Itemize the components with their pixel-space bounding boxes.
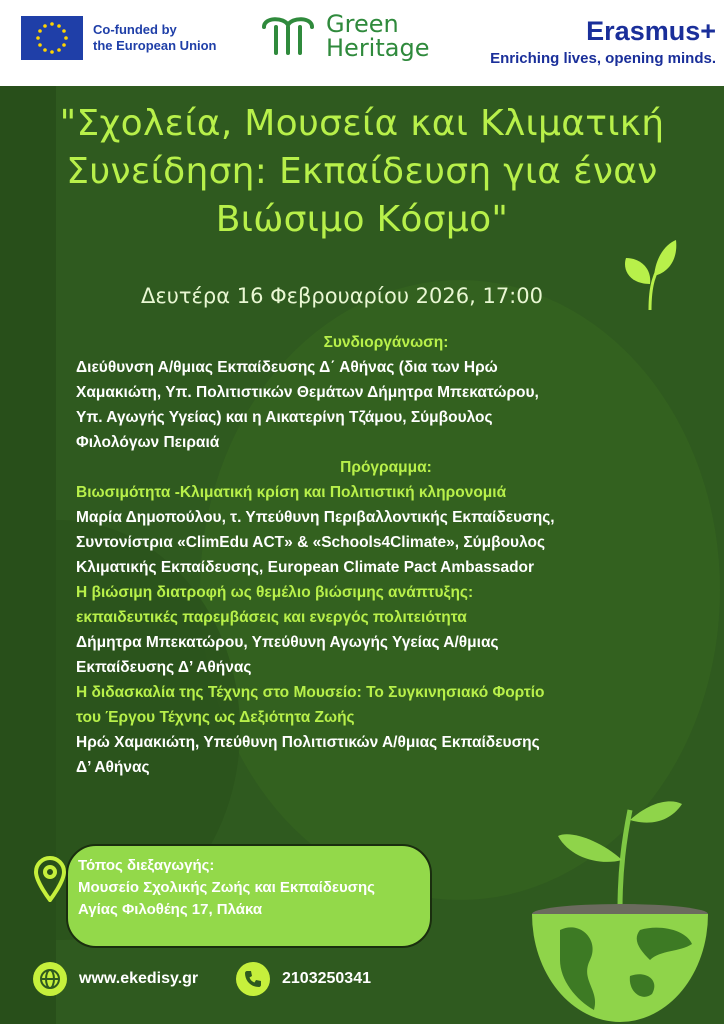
eu-logo: [21, 16, 217, 60]
venue-line1: Μουσείο Σχολικής Ζωής και Εκπαίδευσης: [78, 879, 375, 896]
green-heritage-line2: Heritage: [326, 34, 430, 62]
co-org-line: Φιλολόγων Πειραιά: [76, 434, 220, 451]
co-org-line: Υπ. Αγωγής Υγείας) και η Αικατερίνη Τζάμου, Σύμβουλος: [76, 409, 493, 426]
header-bar: [0, 0, 724, 86]
green-heritage-logo: [258, 12, 429, 60]
talk3-speaker-line: Ηρώ Χαμακιώτη, Υπεύθυνη Πολιτιστικών Α/θμιας Εκπαίδευσης: [76, 734, 540, 751]
venue-line2: Αγίας Φιλοθέης 17, Πλάκα: [78, 901, 263, 918]
eu-label-line1: Co-funded by: [93, 22, 177, 37]
talk3-title-line: Η διδασκαλία της Τέχνης στο Μουσείο: Το Συγκινησιακό Φορτίο: [76, 684, 545, 701]
co-org-line: Χαμακιώτη, Υπ. Πολιτιστικών Θεμάτων Δήμητρα Μπεκατώρου,: [76, 384, 539, 401]
erasmus-logo: [490, 16, 716, 67]
website-link[interactable]: www.ekedisy.gr: [79, 970, 199, 987]
talk2-title-line: εκπαιδευτικές παρεμβάσεις και ενεργός πολιτειότητα: [76, 609, 467, 626]
talk1-speaker-line: Κλιματικής Εκπαίδευσης, European Climate Pact Ambassador: [76, 559, 535, 576]
green-heritage-logo-icon: [258, 13, 318, 59]
talk3-speaker-line: Δ’ Αθήνας: [76, 759, 150, 776]
green-heritage-label: [326, 12, 429, 60]
green-heritage-line1: Green: [326, 10, 399, 38]
title-line3: Βιώσιμο Κόσμο": [215, 199, 509, 240]
talk1-speaker-line: Μαρία Δημοπούλου, τ. Υπεύθυνη Περιβαλλοντικής Εκπαίδευσης,: [76, 509, 555, 526]
phone-icon: [236, 962, 270, 996]
talk1-speaker-line: Συντονίστρια «ClimEdu ACT» & «Schools4Climate», Σύμβουλος: [76, 534, 546, 551]
event-title: [40, 100, 684, 244]
venue-text: [78, 855, 375, 921]
talk2-title-line: Η βιώσιμη διατροφή ως θεμέλιο βιώσιμης ανάπτυξης:: [76, 584, 474, 601]
phone-contact[interactable]: [236, 962, 371, 996]
phone-number[interactable]: 2103250341: [282, 970, 371, 987]
talk2-speaker-line: Δήμητρα Μπεκατώρου, Υπεύθυνη Αγωγής Υγείας Α/θμιας: [76, 634, 499, 651]
eu-flag-icon: [21, 16, 83, 60]
talk2-speaker-line: Εκπαίδευσης Δ’ Αθήνας: [76, 659, 252, 676]
website-contact[interactable]: [33, 962, 198, 996]
eu-label: [93, 22, 217, 54]
co-org-line: Διεύθυνση Α/θμιας Εκπαίδευσης Δ΄ Αθήνας (δια των Ηρώ: [76, 359, 498, 376]
venue-heading: Τόπος διεξαγωγής:: [78, 857, 215, 874]
event-details: [76, 330, 696, 780]
co-org-heading: Συνδιοργάνωση:: [323, 334, 449, 351]
eu-label-line2: the European Union: [93, 38, 217, 53]
globe-icon: [33, 962, 67, 996]
talk1-title: Βιωσιμότητα -Κλιματική κρίση και Πολιτιστική κληρονομιά: [76, 484, 507, 501]
erasmus-tagline: Enriching lives, opening minds.: [490, 50, 716, 67]
talk3-title-line: του Έργου Τέχνης ως Δεξιότητα Ζωής: [76, 709, 355, 726]
event-date: Δευτέρα 16 Φεβρουαρίου 2026, 17:00: [141, 284, 543, 308]
location-pin-icon: [33, 856, 67, 907]
title-line1: "Σχολεία, Μουσεία και Κλιματική: [59, 103, 665, 144]
plant-earth-icon: [520, 780, 724, 1024]
program-heading: Πρόγραμμα:: [340, 459, 432, 476]
erasmus-title: Erasmus+: [586, 16, 716, 46]
title-line2: Συνείδηση: Εκπαίδευση για έναν: [66, 151, 658, 192]
